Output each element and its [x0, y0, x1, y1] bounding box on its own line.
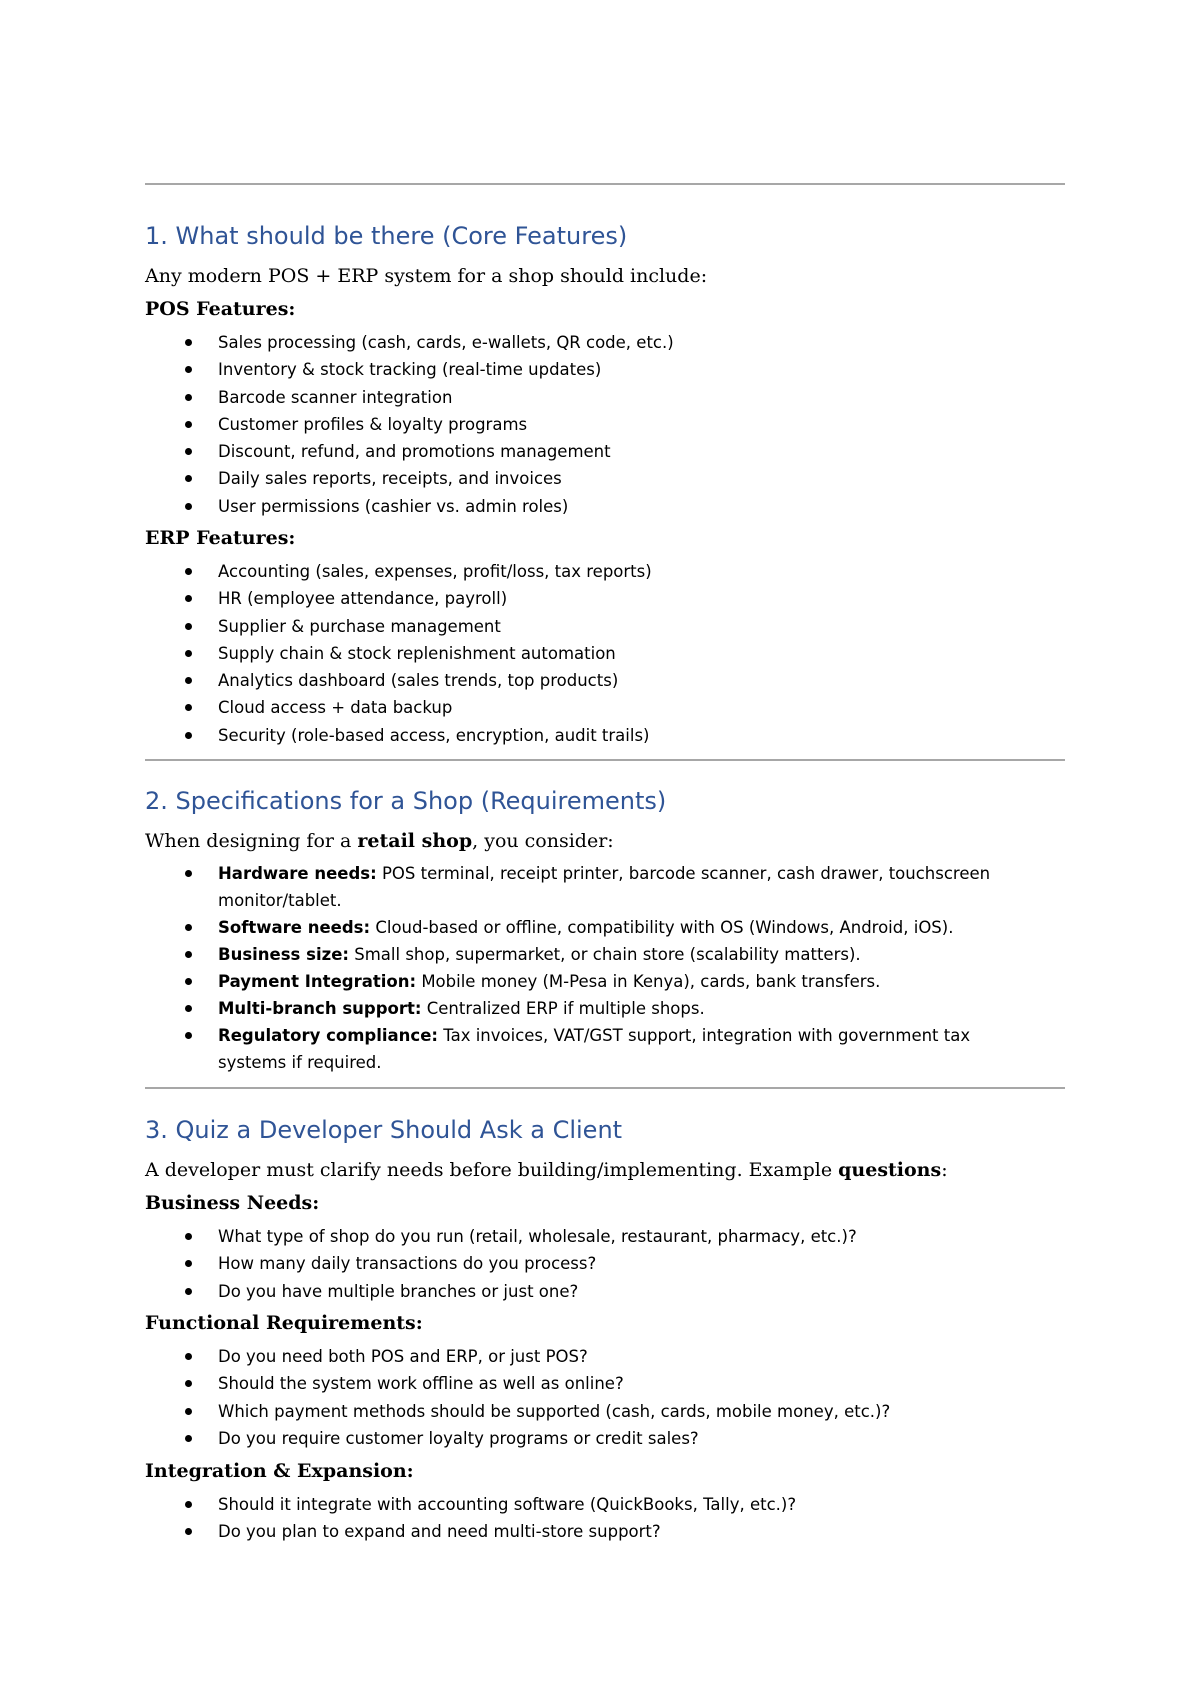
- bullet-icon: [185, 1005, 192, 1012]
- list-item: Barcode scanner integration: [145, 384, 1065, 411]
- list-item: Multi-branch support: Centralized ERP if multiple shops.: [145, 995, 1065, 1022]
- section-heading-specifications: 2. Specifications for a Shop (Requirements): [145, 787, 667, 815]
- list-item: Supply chain & stock replenishment automation: [145, 640, 1065, 667]
- list-item: Should the system work offline as well as online?: [145, 1370, 1065, 1397]
- list-item: Discount, refund, and promotions management: [145, 438, 1065, 465]
- list-item: Software needs: Cloud-based or offline, compatibility with OS (Windows, Android, iOS).: [145, 914, 1065, 941]
- bullet-icon: [185, 704, 192, 711]
- list-item: How many daily transactions do you process?: [145, 1250, 1065, 1277]
- list-item: Regulatory compliance: Tax invoices, VAT/GST support, integration with government tax systems if required.: [145, 1022, 1065, 1076]
- list-item: Customer profiles & loyalty programs: [145, 411, 1065, 438]
- bullet-icon: [185, 1408, 192, 1415]
- list-item: User permissions (cashier vs. admin roles): [145, 493, 1065, 520]
- bullet-icon: [185, 475, 192, 482]
- bullet-icon: [185, 1528, 192, 1535]
- bullet-icon: [185, 1380, 192, 1387]
- bullet-icon: [185, 650, 192, 657]
- list-item: Accounting (sales, expenses, profit/loss, tax reports): [145, 558, 1065, 585]
- list-item: Business size: Small shop, supermarket, or chain store (scalability matters).: [145, 941, 1065, 968]
- bullet-icon: [185, 503, 192, 510]
- subheading-integration-expansion: Integration & Expansion:: [145, 1460, 414, 1482]
- list-item: Should it integrate with accounting software (QuickBooks, Tally, etc.)?: [145, 1491, 1065, 1518]
- bullet-icon: [185, 1288, 192, 1295]
- subheading-functional-requirements: Functional Requirements:: [145, 1312, 423, 1334]
- list-item: Do you need both POS and ERP, or just POS?: [145, 1343, 1065, 1370]
- bullet-icon: [185, 951, 192, 958]
- horizontal-rule: [145, 1087, 1065, 1089]
- list-item: HR (employee attendance, payroll): [145, 585, 1065, 612]
- bullet-icon: [185, 448, 192, 455]
- bullet-icon: [185, 870, 192, 877]
- bullet-icon: [185, 1353, 192, 1360]
- bullet-icon: [185, 1233, 192, 1240]
- bullet-icon: [185, 1032, 192, 1039]
- business-needs-list: [145, 1223, 1065, 1305]
- bullet-icon: [185, 623, 192, 630]
- list-item: Payment Integration: Mobile money (M-Pesa in Kenya), cards, bank transfers.: [145, 968, 1065, 995]
- list-item: Analytics dashboard (sales trends, top products): [145, 667, 1065, 694]
- bullet-icon: [185, 339, 192, 346]
- bullet-icon: [185, 366, 192, 373]
- subheading-erp-features: ERP Features:: [145, 527, 296, 549]
- bullet-icon: [185, 595, 192, 602]
- integration-expansion-list: [145, 1491, 1065, 1546]
- section-heading-core-features: 1. What should be there (Core Features): [145, 222, 628, 250]
- list-item: Do you plan to expand and need multi-store support?: [145, 1518, 1065, 1545]
- horizontal-rule: [145, 759, 1065, 761]
- bullet-icon: [185, 1260, 192, 1267]
- functional-requirements-list: [145, 1343, 1065, 1452]
- section-intro: Any modern POS + ERP system for a shop should include:: [145, 265, 708, 287]
- subheading-pos-features: POS Features:: [145, 298, 296, 320]
- subheading-business-needs: Business Needs:: [145, 1192, 320, 1214]
- bullet-icon: [185, 1435, 192, 1442]
- pos-features-list: [145, 329, 1065, 520]
- bullet-icon: [185, 924, 192, 931]
- list-item: Hardware needs: POS terminal, receipt printer, barcode scanner, cash drawer, touchscreen monitor/tablet.: [145, 860, 1065, 914]
- list-item: Sales processing (cash, cards, e-wallets, QR code, etc.): [145, 329, 1065, 356]
- horizontal-rule: [145, 183, 1065, 185]
- list-item: Supplier & purchase management: [145, 613, 1065, 640]
- list-item: What type of shop do you run (retail, wholesale, restaurant, pharmacy, etc.)?: [145, 1223, 1065, 1250]
- list-item: Security (role-based access, encryption, audit trails): [145, 722, 1065, 749]
- section-intro: A developer must clarify needs before building/implementing. Example questions:: [145, 1159, 948, 1181]
- list-item: Cloud access + data backup: [145, 694, 1065, 721]
- section-intro: When designing for a retail shop, you consider:: [145, 830, 614, 852]
- section-heading-quiz: 3. Quiz a Developer Should Ask a Client: [145, 1116, 623, 1144]
- list-item: Which payment methods should be supported (cash, cards, mobile money, etc.)?: [145, 1398, 1065, 1425]
- erp-features-list: [145, 558, 1065, 749]
- list-item: Inventory & stock tracking (real-time updates): [145, 356, 1065, 383]
- list-item: Do you have multiple branches or just one?: [145, 1278, 1065, 1305]
- bullet-icon: [185, 394, 192, 401]
- bullet-icon: [185, 1501, 192, 1508]
- bullet-icon: [185, 421, 192, 428]
- list-item: Daily sales reports, receipts, and invoices: [145, 465, 1065, 492]
- bullet-icon: [185, 978, 192, 985]
- specifications-list: [145, 860, 1065, 1076]
- list-item: Do you require customer loyalty programs or credit sales?: [145, 1425, 1065, 1452]
- bullet-icon: [185, 677, 192, 684]
- bullet-icon: [185, 732, 192, 739]
- bullet-icon: [185, 568, 192, 575]
